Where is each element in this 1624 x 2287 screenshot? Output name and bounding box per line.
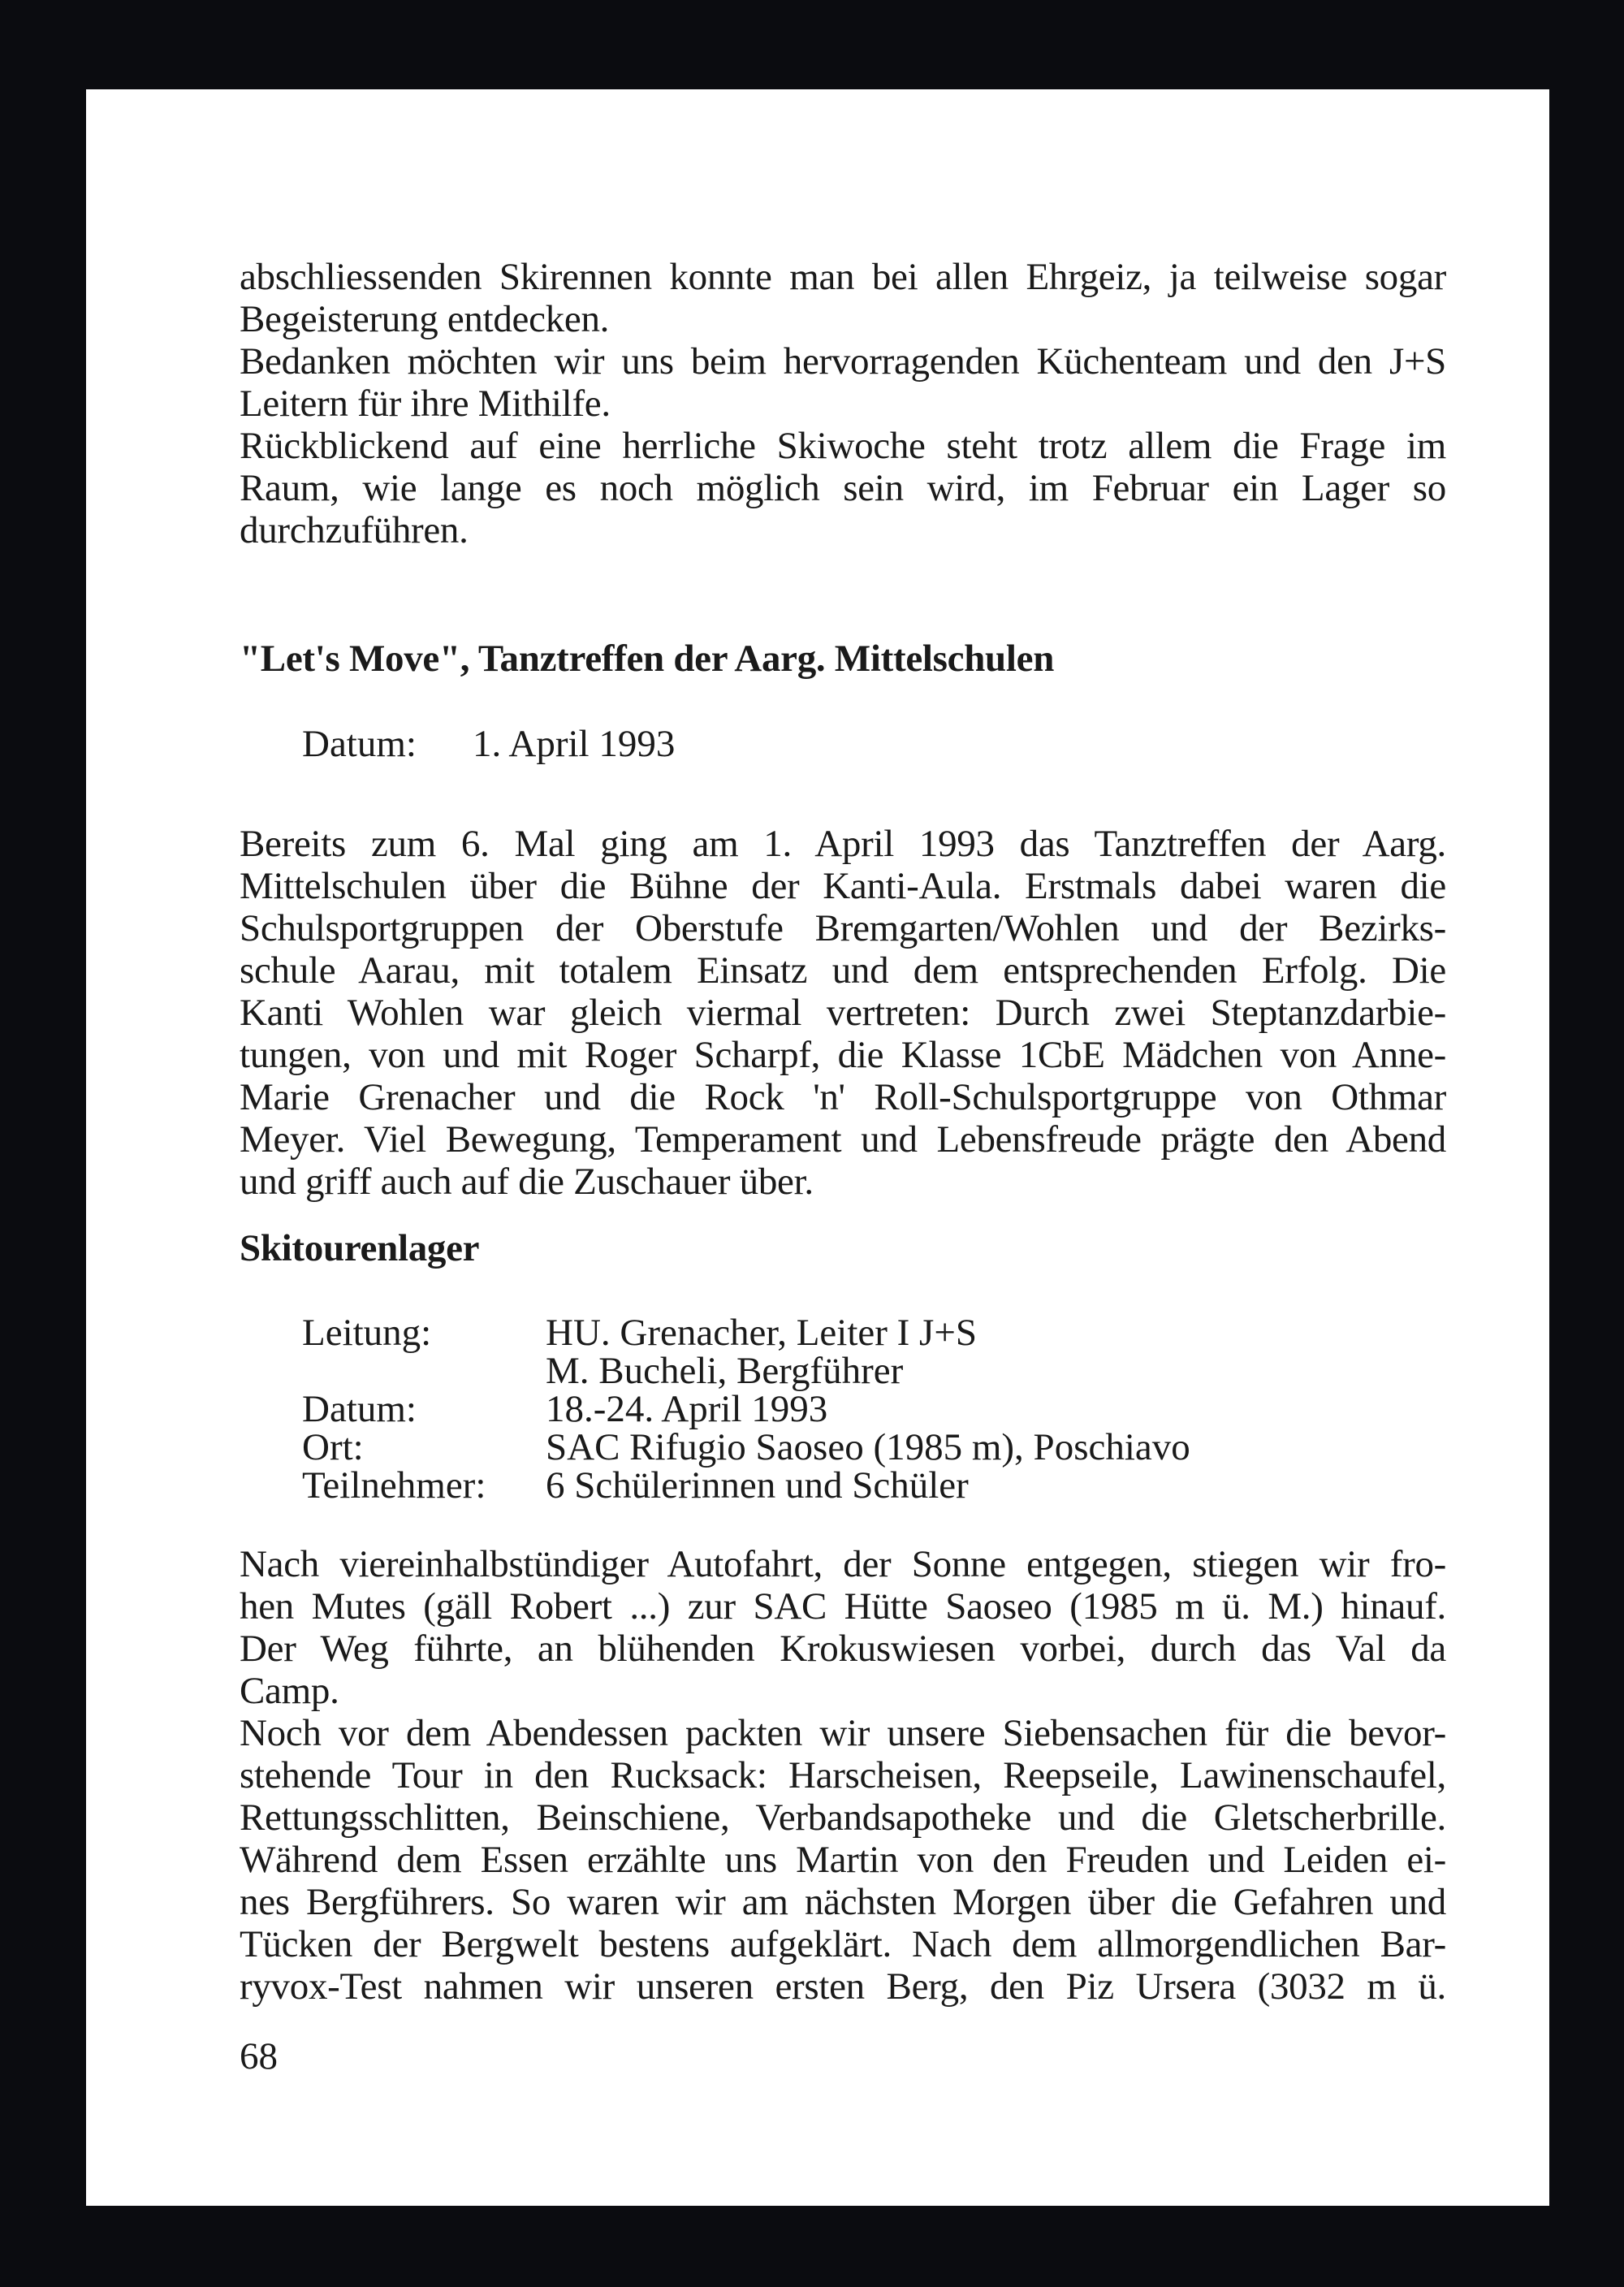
meta-row-ort	[302, 1426, 1190, 1468]
meta-row-teilnehmer	[302, 1464, 969, 1507]
text-line: Während dem Essen erzählte uns Martin von den Freuden und Leiden ei-	[240, 1839, 1446, 1881]
meta-label: Teilnehmer:	[302, 1464, 486, 1507]
text-line: Bedanken möchten wir uns beim hervorragenden Küchenteam und den J+S	[240, 340, 1446, 383]
meta-label	[302, 1350, 546, 1392]
page-number: 68	[240, 2035, 278, 2077]
text-line: Camp.	[240, 1670, 339, 1712]
text-line: Tücken der Bergwelt bestens aufgeklärt. Nach dem allmorgendlichen Bar-	[240, 1923, 1446, 1965]
text-line: hen Mutes (gäll Robert ...) zur SAC Hütte Saoseo (1985 m ü. M.) hinauf.	[240, 1585, 1446, 1628]
meta-value: 1. April 1993	[473, 723, 676, 765]
text-line: Leitern für ihre Mithilfe.	[240, 383, 611, 425]
meta-label: Datum:	[302, 723, 417, 765]
text-line: Begeisterung entdecken.	[240, 298, 610, 340]
text-line: Meyer. Viel Bewegung, Temperament und Lebensfreude prägte den Abend	[240, 1118, 1446, 1161]
meta-value: 18.-24. April 1993	[546, 1388, 828, 1430]
meta-label: Leitung:	[302, 1312, 432, 1354]
section-heading-lets-move: "Let's Move", Tanztreffen der Aarg. Mittelschulen	[240, 638, 1055, 680]
text-line: schule Aarau, mit totalem Einsatz und dem entsprechenden Erfolg. Die	[240, 949, 1446, 992]
text-line: Bereits zum 6. Mal ging am 1. April 1993 das Tanztreffen der Aarg.	[240, 823, 1446, 865]
text-line: Noch vor dem Abendessen packten wir unsere Siebensachen für die bevor-	[240, 1712, 1446, 1754]
text-line: ryvox-Test nahmen wir unseren ersten Berg, den Piz Ursera (3032 m ü.	[240, 1965, 1446, 2008]
text-line: Mittelschulen über die Bühne der Kanti-Aula. Erstmals dabei waren die	[240, 865, 1446, 907]
text-line: nes Bergführers. So waren wir am nächsten Morgen über die Gefahren und	[240, 1881, 1446, 1923]
meta-value: 6 Schülerinnen und Schüler	[546, 1464, 969, 1507]
text-line: Rückblickend auf eine herrliche Skiwoche steht trotz allem die Frage im	[240, 425, 1446, 467]
meta-row-leitung-2	[302, 1350, 903, 1392]
text-line: und griff auch auf die Zuschauer über.	[240, 1161, 814, 1203]
meta-label: Datum:	[302, 1388, 417, 1430]
intro-paragraph	[240, 256, 1446, 551]
text-line: Marie Grenacher und die Rock 'n' Roll-Schulsportgruppe von Othmar	[240, 1076, 1446, 1118]
text-line: durchzuführen.	[240, 509, 469, 551]
text-line: Rettungsschlitten, Beinschiene, Verbandsapotheke und die Gletscherbrille.	[240, 1796, 1446, 1839]
section-heading-skitourenlager: Skitourenlager	[240, 1227, 480, 1269]
text-line: Nach viereinhalbstündiger Autofahrt, der Sonne entgegen, stiegen wir fro-	[240, 1543, 1446, 1585]
text-line: tungen, von und mit Roger Scharpf, die Klasse 1CbE Mädchen von Anne-	[240, 1034, 1446, 1076]
meta-value: HU. Grenacher, Leiter I J+S	[546, 1312, 977, 1354]
ski-paragraph	[240, 1543, 1446, 2008]
text-line: stehende Tour in den Rucksack: Harscheisen, Reepseile, Lawinenschaufel,	[240, 1754, 1446, 1796]
text-line: Schulsportgruppen der Oberstufe Bremgarten/Wohlen und der Bezirks-	[240, 907, 1446, 949]
dance-paragraph	[240, 823, 1446, 1203]
text-line: Der Weg führte, an blühenden Krokuswiesen vorbei, durch das Val da	[240, 1628, 1446, 1670]
text-line: Raum, wie lange es noch möglich sein wird, im Februar ein Lager so	[240, 467, 1446, 509]
meta-value: SAC Rifugio Saoseo (1985 m), Poschiavo	[546, 1426, 1190, 1468]
meta-row-leitung	[302, 1312, 977, 1354]
document-page	[86, 89, 1549, 2206]
text-line: abschliessenden Skirennen konnte man bei allen Ehrgeiz, ja teilweise sogar	[240, 256, 1446, 298]
meta-row-datum	[302, 1388, 827, 1430]
meta-value: M. Bucheli, Bergführer	[546, 1350, 904, 1392]
text-line: Kanti Wohlen war gleich viermal vertreten: Durch zwei Steptanzdarbie-	[240, 992, 1446, 1034]
meta-row-datum	[302, 723, 675, 765]
meta-label: Ort:	[302, 1426, 364, 1468]
